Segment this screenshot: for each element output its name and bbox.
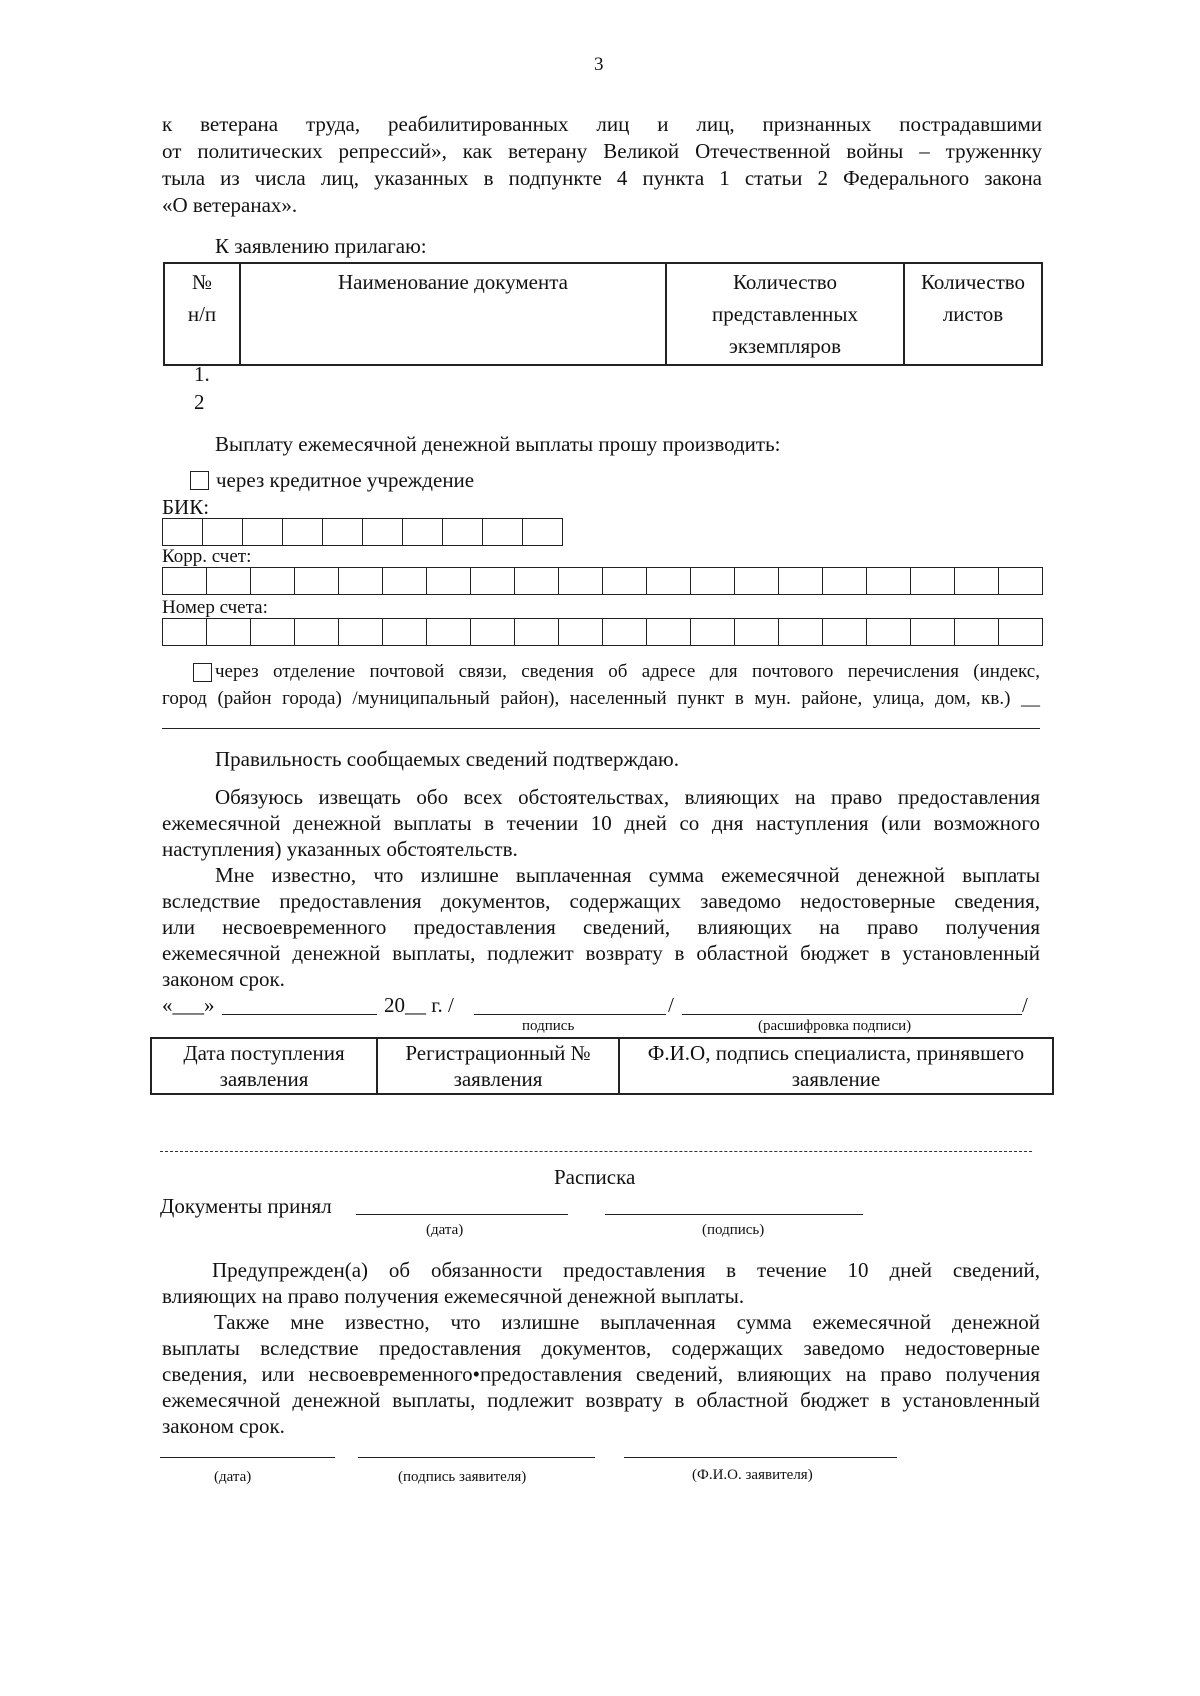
- address-fill-line[interactable]: [162, 728, 1040, 729]
- header-number-line: №: [191, 270, 213, 294]
- caption-accepted-sign: (подпись): [702, 1222, 765, 1238]
- slash-end: /: [1022, 993, 1028, 1017]
- year-prefix: 20__ г. /: [384, 993, 454, 1017]
- bank-checkbox[interactable]: [190, 471, 209, 490]
- attachment-row-2: 2: [194, 390, 205, 414]
- post-checkbox[interactable]: [193, 663, 212, 682]
- corr-account-label: Корр. счет:: [162, 546, 252, 567]
- table-row: [151, 1038, 1053, 1094]
- caption-footer-sign: (подпись заявителя): [398, 1469, 527, 1485]
- text-line: «О ветеранах».: [162, 193, 298, 217]
- text-line: ежемесячной денежной выплаты, подлежит возврату в областной бюджет в установленный: [162, 941, 1040, 965]
- header-number-line: н/п: [187, 302, 217, 326]
- account-number-label: Номер счета:: [162, 597, 268, 618]
- payment-label: Выплату ежемесячной денежной выплаты прошу производить:: [215, 432, 781, 456]
- cell-line: Ф.И.О, подпись специалиста, принявшего: [647, 1041, 1025, 1065]
- header-document-name: Наименование документа: [240, 263, 666, 365]
- registration-table: [150, 1037, 1054, 1095]
- header-sheets-line: Количество: [920, 270, 1026, 294]
- signature-fill-line[interactable]: [474, 1014, 666, 1015]
- registration-date-cell: [151, 1038, 377, 1094]
- text-line: наступления) указанных обстоятельств.: [162, 837, 518, 861]
- date-day-field[interactable]: «___»: [162, 993, 215, 1017]
- decode-fill-line[interactable]: [682, 1014, 1022, 1015]
- text-line: Также мне известно, что излишне выплаченная сумма ежемесячной денежной: [214, 1310, 1040, 1334]
- registration-specialist-cell: [619, 1038, 1053, 1094]
- text-line: к ветерана труда, реабилитированных лиц и лиц, признанных пострадавшими: [162, 112, 1042, 136]
- accepted-label: Документы принял: [160, 1194, 332, 1218]
- post-option-line: город (район города) /муниципальный район), населенный пункт в мун. районе, улица, дом, кв.) __: [162, 688, 1040, 709]
- bank-option-label: через кредитное учреждение: [216, 468, 475, 492]
- text-line: Мне известно, что излишне выплаченная сумма ежемесячной денежной выплаты: [215, 863, 1040, 887]
- confirm-text: Правильность сообщаемых сведений подтверждаю.: [215, 747, 679, 771]
- text-line: или несвоевременного предоставления сведений, влияющих на право получения: [162, 915, 1040, 939]
- attachment-row-1: 1.: [194, 362, 210, 386]
- cell-line: заявление: [791, 1067, 881, 1091]
- page-number: 3: [594, 54, 604, 75]
- cell-line: заявления: [219, 1067, 309, 1091]
- bik-label: БИК:: [162, 495, 210, 519]
- registration-number-cell: [377, 1038, 619, 1094]
- header-copies-line: экземпляров: [728, 334, 842, 358]
- text-line: законом срок.: [162, 967, 285, 991]
- text-line: ежемесячной денежной выплаты в течении 10 дней со дня наступления (или возможного: [162, 811, 1040, 835]
- post-option-line: через отделение почтовой связи, сведения об адресе для почтового перечисления (индекс,: [215, 661, 1040, 682]
- slash: /: [668, 993, 674, 1017]
- text-line: тыла из числа лиц, указанных в подпункте 4 пункта 1 статьи 2 Федерального закона: [162, 166, 1042, 190]
- accepted-date-line[interactable]: [356, 1214, 568, 1215]
- header-copies-line: Количество: [732, 270, 838, 294]
- bik-input[interactable]: [162, 518, 563, 546]
- corr-account-input[interactable]: [162, 567, 1043, 595]
- text-line: Предупрежден(а) об обязанности предоставления в течение 10 дней сведений,: [212, 1258, 1040, 1282]
- text-line: вследствие предоставления документов, содержащих заведомо недостоверные сведения,: [162, 889, 1040, 913]
- footer-sign-line[interactable]: [358, 1457, 595, 1458]
- cell-line: Дата поступления: [183, 1041, 345, 1065]
- header-copies-line: представленных: [711, 302, 859, 326]
- caption-signature: подпись: [522, 1018, 575, 1034]
- account-number-input[interactable]: [162, 618, 1043, 646]
- text-line: законом срок.: [162, 1414, 285, 1438]
- caption-footer-date: (дата): [214, 1469, 252, 1485]
- accepted-sign-line[interactable]: [605, 1214, 863, 1215]
- cell-line: Регистрационный №: [405, 1041, 591, 1065]
- attachments-table: [163, 262, 1043, 366]
- header-sheets-line: листов: [942, 302, 1004, 326]
- caption-decode: (расшифровка подписи): [758, 1018, 912, 1034]
- text-line: влияющих на право получения ежемесячной денежной выплаты.: [162, 1284, 745, 1308]
- attachments-label: К заявлению прилагаю:: [215, 234, 427, 258]
- text-line: выплаты вследствие предоставления документов, содержащих заведомо недостоверные: [162, 1336, 1040, 1360]
- cut-line: [160, 1151, 1032, 1152]
- table-header-row: [164, 263, 1042, 365]
- date-month-line[interactable]: [222, 1014, 377, 1015]
- header-copies: [666, 263, 904, 365]
- text-line: Обязуюсь извещать обо всех обстоятельствах, влияющих на право предоставления: [215, 785, 1040, 809]
- header-number: [164, 263, 240, 365]
- text-line: сведения, или несвоевременного•предоставления сведений, влияющих на право получения: [162, 1362, 1040, 1386]
- cell-line: заявления: [453, 1067, 543, 1091]
- footer-date-line[interactable]: [160, 1457, 335, 1458]
- caption-accepted-date: (дата): [426, 1222, 464, 1238]
- text-line: ежемесячной денежной выплаты, подлежит возврату в областной бюджет в установленный: [162, 1388, 1040, 1412]
- footer-name-line[interactable]: [624, 1457, 897, 1458]
- receipt-title: Расписка: [554, 1165, 636, 1189]
- header-sheets: [904, 263, 1042, 365]
- text-line: от политических репрессий», как ветерану Великой Отечественной войны – труженнку: [162, 139, 1042, 163]
- caption-footer-name: (Ф.И.О. заявителя): [692, 1467, 813, 1483]
